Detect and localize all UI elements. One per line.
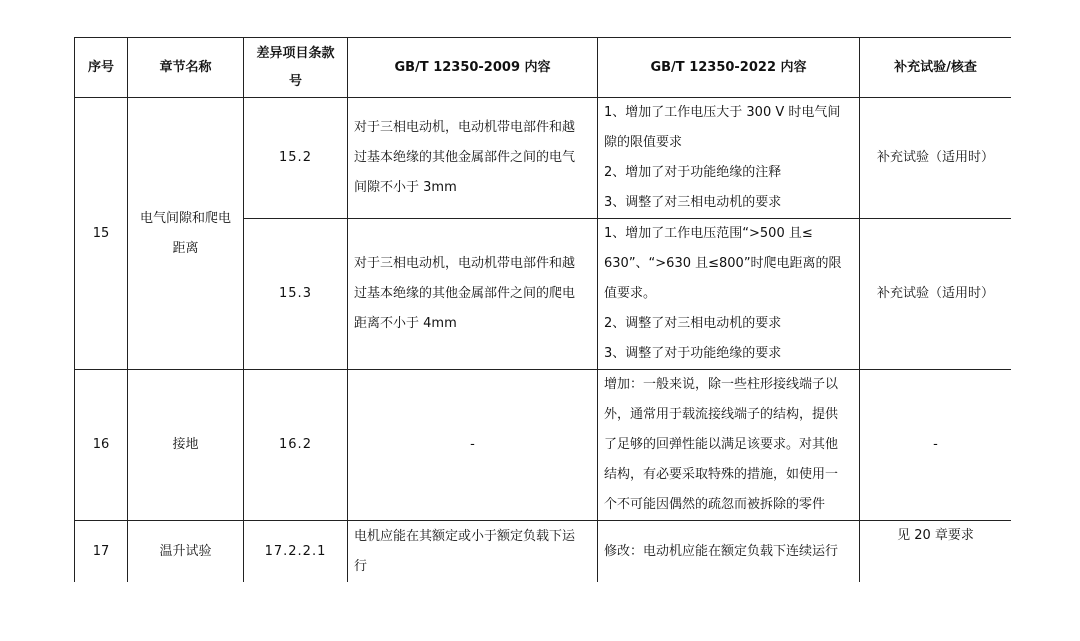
row15-chapter xyxy=(128,98,244,370)
row16-old-content: - xyxy=(348,370,598,521)
header-seq: 序号 xyxy=(75,38,128,98)
row15b-old-line: 距离不小于 4mm xyxy=(354,316,457,331)
row15a-old-line: 间隙不小于 3mm xyxy=(354,180,457,195)
row15a-new-content xyxy=(598,98,860,219)
row17-old-line: 电机应能在其额定或小于额定负载下运 xyxy=(354,528,576,544)
row17-seq: 17 xyxy=(75,521,128,583)
row15a-old-content xyxy=(348,98,598,219)
row15a-new-line: 3、调整了对三相电动机的要求 xyxy=(604,195,782,210)
header-clause-line1: 差异项目条款 xyxy=(256,45,335,61)
row17-clause: 17.2.2.1 xyxy=(244,521,348,583)
row16-new-line: 了足够的回弹性能以满足该要求。对其他 xyxy=(604,437,839,452)
row16-new-line: 外，通常用于载流接线端子的结构，提供 xyxy=(604,407,839,422)
header-new-standard: GB/T 12350-2022 内容 xyxy=(598,38,860,98)
comparison-table-container xyxy=(74,37,1011,582)
row15b-old-line: 对于三相电动机，电动机带电部件和越 xyxy=(354,256,576,271)
header-old-standard: GB/T 12350-2009 内容 xyxy=(348,38,598,98)
header-clause-line2: 号 xyxy=(288,73,302,89)
row17-old-line: 行 xyxy=(354,558,368,574)
row16-chapter: 接地 xyxy=(128,370,244,521)
row15a-old-line: 对于三相电动机，电动机带电部件和越 xyxy=(354,120,576,135)
row15-seq: 15 xyxy=(75,98,128,370)
row15a-old-line: 过基本绝缘的其他金属部件之间的电气 xyxy=(354,150,576,165)
row16-new-line: 增加：一般来说，除一些柱形接线端子以 xyxy=(604,377,839,392)
row16-new-line: 结构，有必要采取特殊的措施，如使用一 xyxy=(604,467,839,482)
row16-clause: 16.2 xyxy=(244,370,348,521)
table-row xyxy=(75,98,1012,219)
row15b-old-line: 过基本绝缘的其他金属部件之间的爬电 xyxy=(354,286,576,301)
row15b-clause: 15.3 xyxy=(244,219,348,370)
row15b-check: 补充试验（适用时） xyxy=(860,219,1012,370)
row15-chapter-line2: 距离 xyxy=(172,240,199,256)
standards-comparison-table xyxy=(74,37,1011,582)
row16-new-line: 个不可能因偶然的疏忽而被拆除的零件 xyxy=(604,497,826,512)
row15b-new-line: 3、调整了对于功能绝缘的要求 xyxy=(604,346,782,361)
row15a-check: 补充试验（适用时） xyxy=(860,98,1012,219)
row17-check: 见 20 章要求 xyxy=(860,521,1012,583)
row15a-clause: 15.2 xyxy=(244,98,348,219)
row15b-new-line: 1、增加了工作电压范围“>500 且≤ xyxy=(604,226,813,241)
row15b-new-line: 2、调整了对三相电动机的要求 xyxy=(604,316,782,331)
row17-old-content xyxy=(348,521,598,583)
row17-new-content: 修改：电动机应能在额定负载下连续运行 xyxy=(598,521,860,583)
header-clause xyxy=(244,38,348,98)
row17-chapter: 温升试验 xyxy=(128,521,244,583)
row15b-old-content xyxy=(348,219,598,370)
row15b-new-line: 630”、“>630 且≤800”时爬电距离的限 xyxy=(604,256,842,271)
row15a-new-line: 1、增加了工作电压大于 300 V 时电气间 xyxy=(604,105,841,120)
row16-seq: 16 xyxy=(75,370,128,521)
row15b-new-content xyxy=(598,219,860,370)
table-row xyxy=(75,370,1012,521)
header-check: 补充试验/核查 xyxy=(860,38,1012,98)
row15a-new-line: 2、增加了对于功能绝缘的注释 xyxy=(604,165,782,180)
row15-chapter-line1: 电气间隙和爬电 xyxy=(139,210,231,226)
row15a-new-line: 隙的限值要求 xyxy=(604,135,683,150)
header-row xyxy=(75,38,1012,98)
row15b-new-line: 值要求。 xyxy=(604,286,657,301)
row16-new-content xyxy=(598,370,860,521)
table-row xyxy=(75,521,1012,583)
row16-check: - xyxy=(860,370,1012,521)
header-chapter: 章节名称 xyxy=(128,38,244,98)
